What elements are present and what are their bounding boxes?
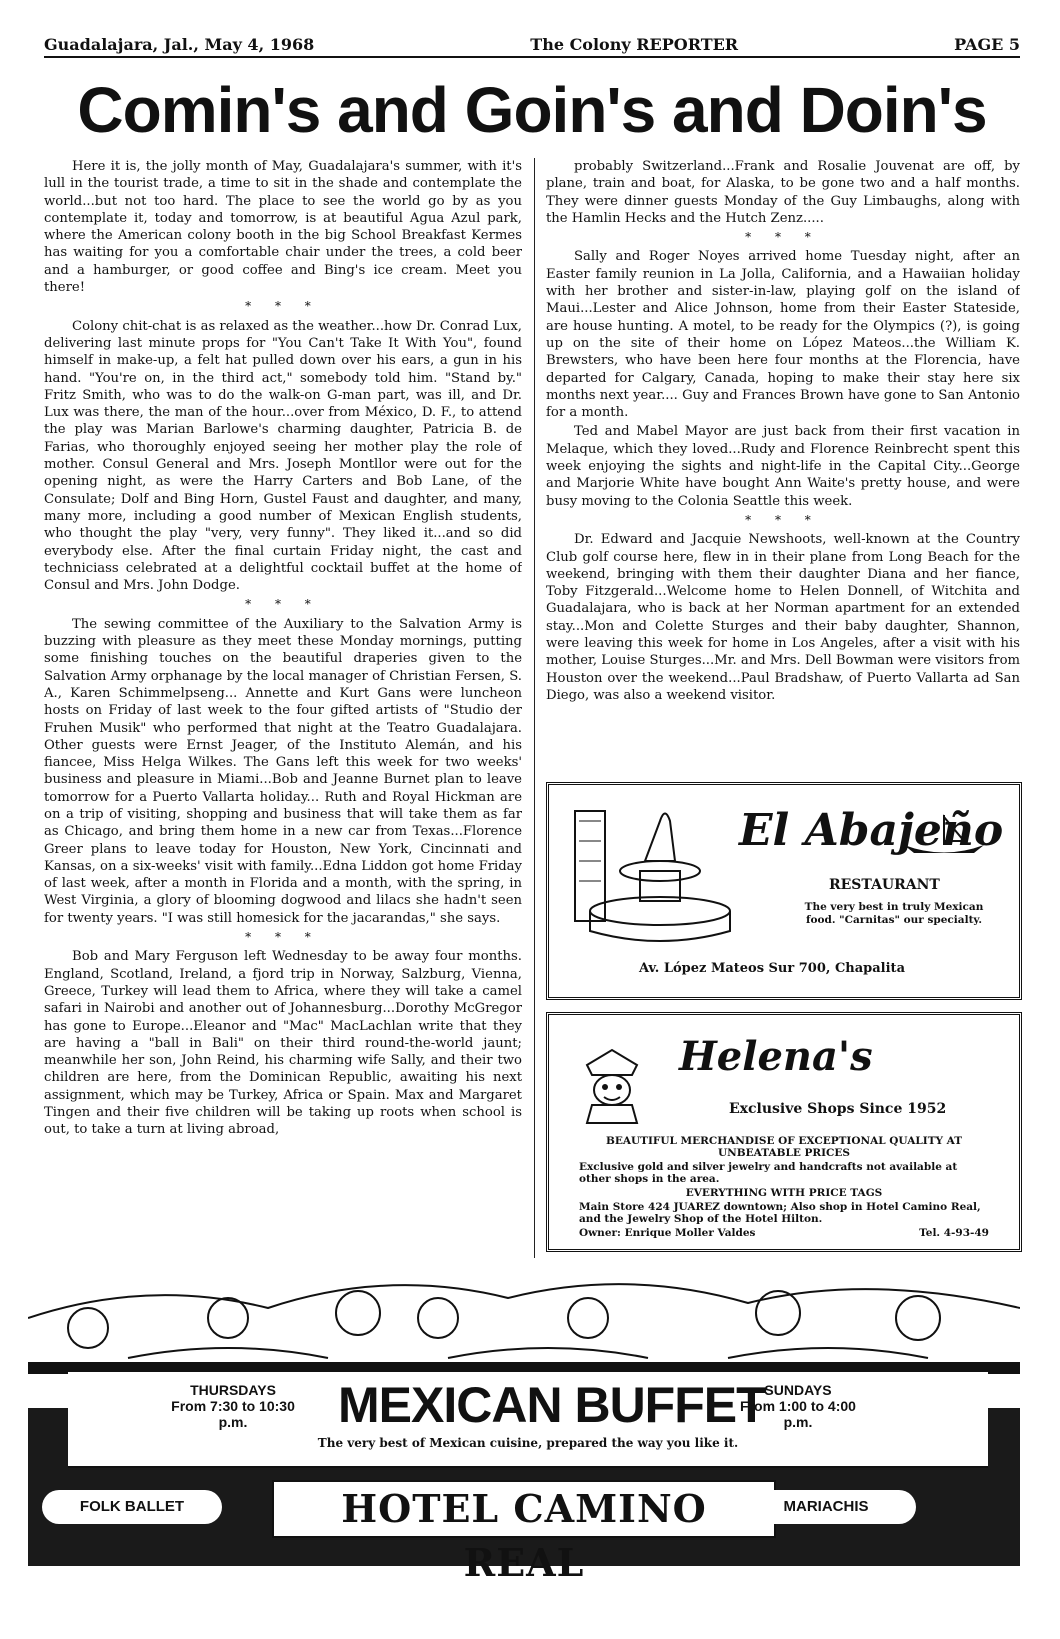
shop-subtitle: Exclusive Shops Since 1952: [729, 1101, 947, 1117]
masthead: [44, 28, 1020, 58]
article-paragraph: Colony chit-chat is as relaxed as the weather...how Dr. Conrad Lux, delivering last minute props for "You Can't Take It With You", found himself in make-up, a felt hat pulled down over his ears, a gun in his hand. "You're on, in the third act," somebody told him. "Stand by." Fritz Smith, who was to do the walk-on G-man part, was ill, and Dr. Lux was there, the man of the hour...over from México, D. F., to attend the play was Marian Barlowe's charming daughter, Patricia B. de Farias, who thoroughly enjoyed seeing her mother play the role of mother. Consul General and Mrs. Joseph Montllor were out for the opening night, as were the Harry Carters and Bob Lane, of the Consulate; Dolf and Bing Horn, Gustel Faust and daughter, and many, many more, including a good number of Mexican English students, who thought the play "very, very funny". They liked it...and so did everybody else. After the final curtain Friday night, the cast and techniciass celebrated at a delightful cocktail buffet at the home of Consul and Mrs. John Dodge.: [44, 318, 522, 594]
shop-line-locations: Main Store 424 JUAREZ downtown; Also shop in Hotel Camino Real, and the Jewelry Shop of the Hotel Hilton.: [579, 1201, 981, 1225]
restaurant-address: Av. López Mateos Sur 700, Chapalita: [639, 961, 905, 976]
ad-helenas: [546, 1012, 1022, 1252]
buffet-title: MEXICAN BUFFET: [338, 1377, 766, 1433]
buffet-tagline: The very best of Mexican cuisine, prepared the way you like it.: [317, 1436, 739, 1450]
shop-line-exclusive: Exclusive gold and silver jewelry and handcrafts not available at other shops in the area.: [579, 1161, 958, 1185]
left-column: [44, 158, 522, 1250]
hotel-name: HOTEL CAMINO REAL: [272, 1480, 776, 1538]
restaurant-name: El Abajeño: [739, 805, 1004, 856]
separator-stars: * * *: [245, 299, 321, 314]
restaurant-label: RESTAURANT: [829, 877, 940, 893]
column-divider: [534, 158, 535, 1258]
article-paragraph: The sewing committee of the Auxiliary to the Salvation Army is buzzing with pleasure as they meet these Monday mornings, putting some finishing touches on the beautiful draperies given to the Salvation Army orphanage by the local manager of Christian Fersen, S. A., Karen Schimmelpseng... Annette and Kurt Gans were luncheon hosts on Friday of last week to the four gifted artists of "Studio der Fruhen Musik" who performed that night at the Teatro Guadalajara. Other guests were Ernst Jeager, of the Instituto Alemán, and his fiancee, Miss Helga Wilkes. The Gans left this week for two weeks' business and pleasure in Miami...Bob and Jeanne Burnet plan to leave tomorrow for a Puerto Vallarta holiday... Ruth and Royal Hickman are on a trip of visiting, shopping and business that will take them as far as Chicago, and bring them home in a new car from Texas...Florence Greer plans to leave today for Houston, New York, Cincinnati and Kansas, on a six-weeks' visit with family...Edna Liddon got home Friday of last week, after a month in Florida and a month, with the spring, in West Virginia, a glory of blooming dogwood and lilacs she hadn't seen for twenty years. "I was still homesick for the jacarandas," she says.: [44, 616, 522, 926]
sundays-time: From 1:00 to 4:00 p.m.: [740, 1398, 856, 1430]
shop-name: Helena's: [679, 1033, 873, 1080]
sundays-label: SUNDAYS: [764, 1382, 832, 1398]
shop-line-price-tags: EVERYTHING WITH PRICE TAGS: [685, 1187, 883, 1199]
separator-stars: * * *: [745, 512, 821, 527]
article-paragraph: Here it is, the jolly month of May, Guadalajara's summer, with it's lull in the tourist trade, a time to sit in the shade and contemplate the world...but not too hard. The place to see the world go by as you contemplate it, today and tomorrow, is at beautiful Agua Azul park, where the American colony booth in the big School Breakfast Kermes has waiting for you a comfortable chair under the trees, a cold beer and a hamburger, or good coffee and Bing's ice cream. Meet you there!: [44, 159, 522, 296]
dateline: Guadalajara, Jal., May 4, 1968: [44, 35, 315, 54]
folk-ballet-label: FOLK BALLET: [42, 1490, 222, 1524]
sundays-block: [728, 1382, 868, 1430]
thursdays-block: [168, 1382, 298, 1430]
separator-stars: * * *: [245, 930, 321, 945]
ad-el-abajeno: [546, 782, 1022, 1000]
thursdays-label: THURSDAYS: [190, 1382, 276, 1398]
paper-name: The Colony REPORTER: [530, 35, 739, 54]
article-paragraph: Sally and Roger Noyes arrived home Tuesday night, after an Easter family reunion in La Jolla, California, and a Hawaiian holiday with her brother and sister-in-law, playing golf on the island of Maui...Lester and Alice Johnson, home from their Easter Stateside, are house hunting. A motel, to be ready for the Olympics (?), is going up on the site of their home on López Mateos...the William K. Brewsters, who have been here four months at the Florencia, have departed for Calgary, Canada, hoping to make their stay here six months next year.... Guy and Frances Brown have gone to San Antonio for a month.: [546, 249, 1020, 421]
boat-icon: [899, 805, 989, 865]
mariachis-label: MARIACHIS: [736, 1490, 916, 1524]
fiesta-illustration: [28, 1258, 1020, 1374]
separator-stars: * * *: [745, 230, 821, 245]
fountain-illustration: [565, 801, 735, 951]
page-headline: Comin's and Goin's and Doin's: [77, 74, 987, 146]
buffet-banner: [68, 1370, 988, 1468]
article-paragraph: Ted and Mabel Mayor are just back from their first vacation in Melaque, which they loved...Rudy and Florence Reinbrecht spent this week enjoying the sights and night-life in the Capital City...George and Marjorie White have bought Ann Waite's pretty house, and were busy moving to the Colonia Seattle this week.: [546, 424, 1020, 509]
article-paragraph: Bob and Mary Ferguson left Wednesday to be away four months. England, Scotland, Ireland, a fjord trip in Norway, Salzburg, Vienna, Greece, Turkey will lead them to Africa, where they will take a camel safari in Nairobi and another out of Johannesburg...Dorothy McGregor has gone to Europe...Eleanor and "Mac" MacLachlan write that they are having a "ball in Bali" on their third round-the-world jaunt; meanwhile her son, John Reind, his charming wife Sally, and their two children are here, from the Dominican Republic, awaiting his next assignment, which may be Turkey, Africa or Spain. Max and Margaret Tingen and their five children will be taking up roots when school is out, to take a turn at living abroad,: [44, 949, 522, 1138]
shop-phone: Tel. 4-93-49: [919, 1227, 989, 1239]
restaurant-tagline: The very best in truly Mexican food. "Carnitas" our specialty.: [804, 901, 984, 926]
thursdays-time: From 7:30 to 10:30 p.m.: [171, 1398, 295, 1430]
ad-mexican-buffet: [28, 1258, 1020, 1585]
page-number: PAGE 5: [954, 35, 1020, 54]
separator-stars: * * *: [245, 597, 321, 612]
shop-line-merchandise: BEAUTIFUL MERCHANDISE OF EXCEPTIONAL QUALITY AT UNBEATABLE PRICES: [605, 1135, 963, 1159]
aztec-figure-icon: [577, 1045, 647, 1125]
article-paragraph: Dr. Edward and Jacquie Newshoots, well-known at the Country Club golf course here, flew in in their plane from Long Beach for the weekend, bringing with them their daughter Diana and her fiance, Toby Fitzgerald...Welcome home to Helen Donnell, of Witchita and Guadalajara, who is back at her Norman apartment for an extended stay...Mon and Colette Sturges and their baby daughter, Shannon, were leaving this week for home in Los Angeles, after a visit with his mother, Louise Sturges...Mr. and Mrs. Dell Bowman were visitors from Houston over the weekend...Paul Bradshaw, of Puerto Vallarta ad San Diego, was also a weekend visitor.: [546, 532, 1020, 703]
article-paragraph: probably Switzerland...Frank and Rosalie Jouvenat are off, by plane, train and boat, for Alaska, to be gone two and a half months. They were dinner guests Monday of the Guy Limbaughs, along with the Hamlin Hecks and the Hutch Zenz.....: [546, 159, 1020, 226]
right-column: [546, 158, 1020, 758]
shop-owner: Owner: Enrique Moller Valdes: [579, 1227, 756, 1239]
